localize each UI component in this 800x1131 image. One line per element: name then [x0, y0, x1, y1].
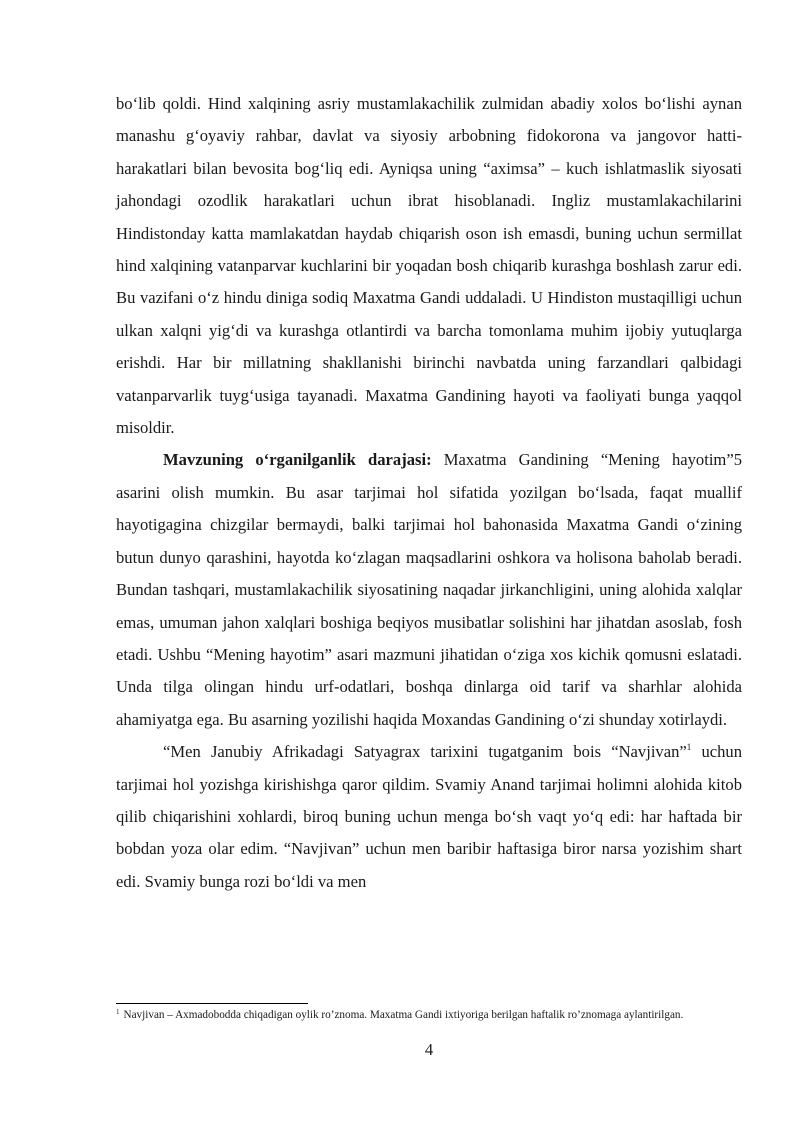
paragraph-3	[116, 736, 742, 898]
paragraph-3-text-start: “Men Janubiy Afrikadagi Satyagrax tarixini tugatganim bois “Navjivan”	[163, 742, 687, 762]
body-text	[116, 88, 742, 898]
paragraph-2-text: Maxatma Gandining “Mening hayotim”5 asarini olish mumkin. Bu asar tarjimai hol sifatida yozilgan bo‘lsada, faqat muallif hayotigagina chizgilar bermaydi, balki tarjimai hol bahonasida Maxatma Gandi o‘zining butun dunyo qarashini, hayotda ko‘zlagan maqsadlarini oshkora va holisona baholab beradi. Bundan tashqari, mustamlakachilik siyosatining naqadar jirkanchligini, uning alohida xalqlar emas, umuman jahon xalqlari boshiga beqiyos musibatlar solishini har jihatdan asoslab, fosh etadi. Ushbu “Mening hayotim” asari mazmuni jihatidan o‘ziga xos kichik qomusni eslatadi. Unda tilga olingan hindu urf-odatlari, boshqa dinlarga oid tarif va sharhlar alohida ahamiyatga ega. Bu asarning yozilishi haqida Moxandas Gandining o‘zi shunday xotirlaydi.	[116, 450, 743, 729]
footnote-separator	[116, 1003, 308, 1004]
footnote-marker: 1	[116, 1008, 120, 1016]
paragraph-1: bo‘lib qoldi. Hind xalqining asriy mustamlakachilik zulmidan abadiy xolos bo‘lishi aynan manashu g‘oyaviy rahbar, davlat va siyosiy arbobning fidokorona va jangovor hatti-harakatlari bilan bevosita bog‘liq edi. Ayniqsa uning “aximsa” – kuch ishlatmaslik siyosati jahondagi ozodlik harakatlari uchun ibrat hisoblanadi. Ingliz mustamlakachilarini Hindistonday katta mamlakatdan haydab chiqarish oson ish emasdi, buning uchun sermillat hind xalqining vatanparvar kuchlarini bir yoqadan bosh chiqarib kurashga boshlash zarur edi. Bu vazifani o‘z hindu diniga sodiq Maxatma Gandi uddaladi. U Hindiston mustaqilligi uchun ulkan xalqni yig‘di va kurashga otlantirdi va barcha tomonlama muhim ijobiy yutuqlarga erishdi. Har bir millatning shakllanishi birinchi navbatda uning farzandlari qalbidagi vatanparvarlik tuyg‘usiga tayanadi. Maxatma Gandining hayoti va faoliyati bunga yaqqol misoldir.	[116, 94, 742, 438]
footnote-text: Navjivan – Axmadobodda chiqadigan oylik ro’znoma. Maxatma Gandi ixtiyoriga berilgan haftalik ro’znomaga aylantirilgan.	[123, 1009, 684, 1021]
paragraph-3-text-end: uchun tarjimai hol yozishga kirishishga qaror qildim. Svamiy Anand tarjimai holimni alohida kitob qilib chiqarishini xohlardi, biroq buning uchun menga bo‘sh vaqt yo‘q edi: har haftada bir bobdan yoza olar edim. “Navjivan” uchun men baribir haftasiga biror narsa yozishim shart edi. Svamiy bunga rozi bo‘ldi va men	[116, 742, 742, 891]
footnote	[116, 1008, 742, 1023]
paragraph-2	[116, 444, 742, 736]
page-number: 4	[424, 1040, 434, 1059]
section-heading: Mavzuning o‘rganilganlik darajasi:	[163, 450, 432, 470]
footnote-reference[interactable]: 1	[686, 742, 692, 753]
